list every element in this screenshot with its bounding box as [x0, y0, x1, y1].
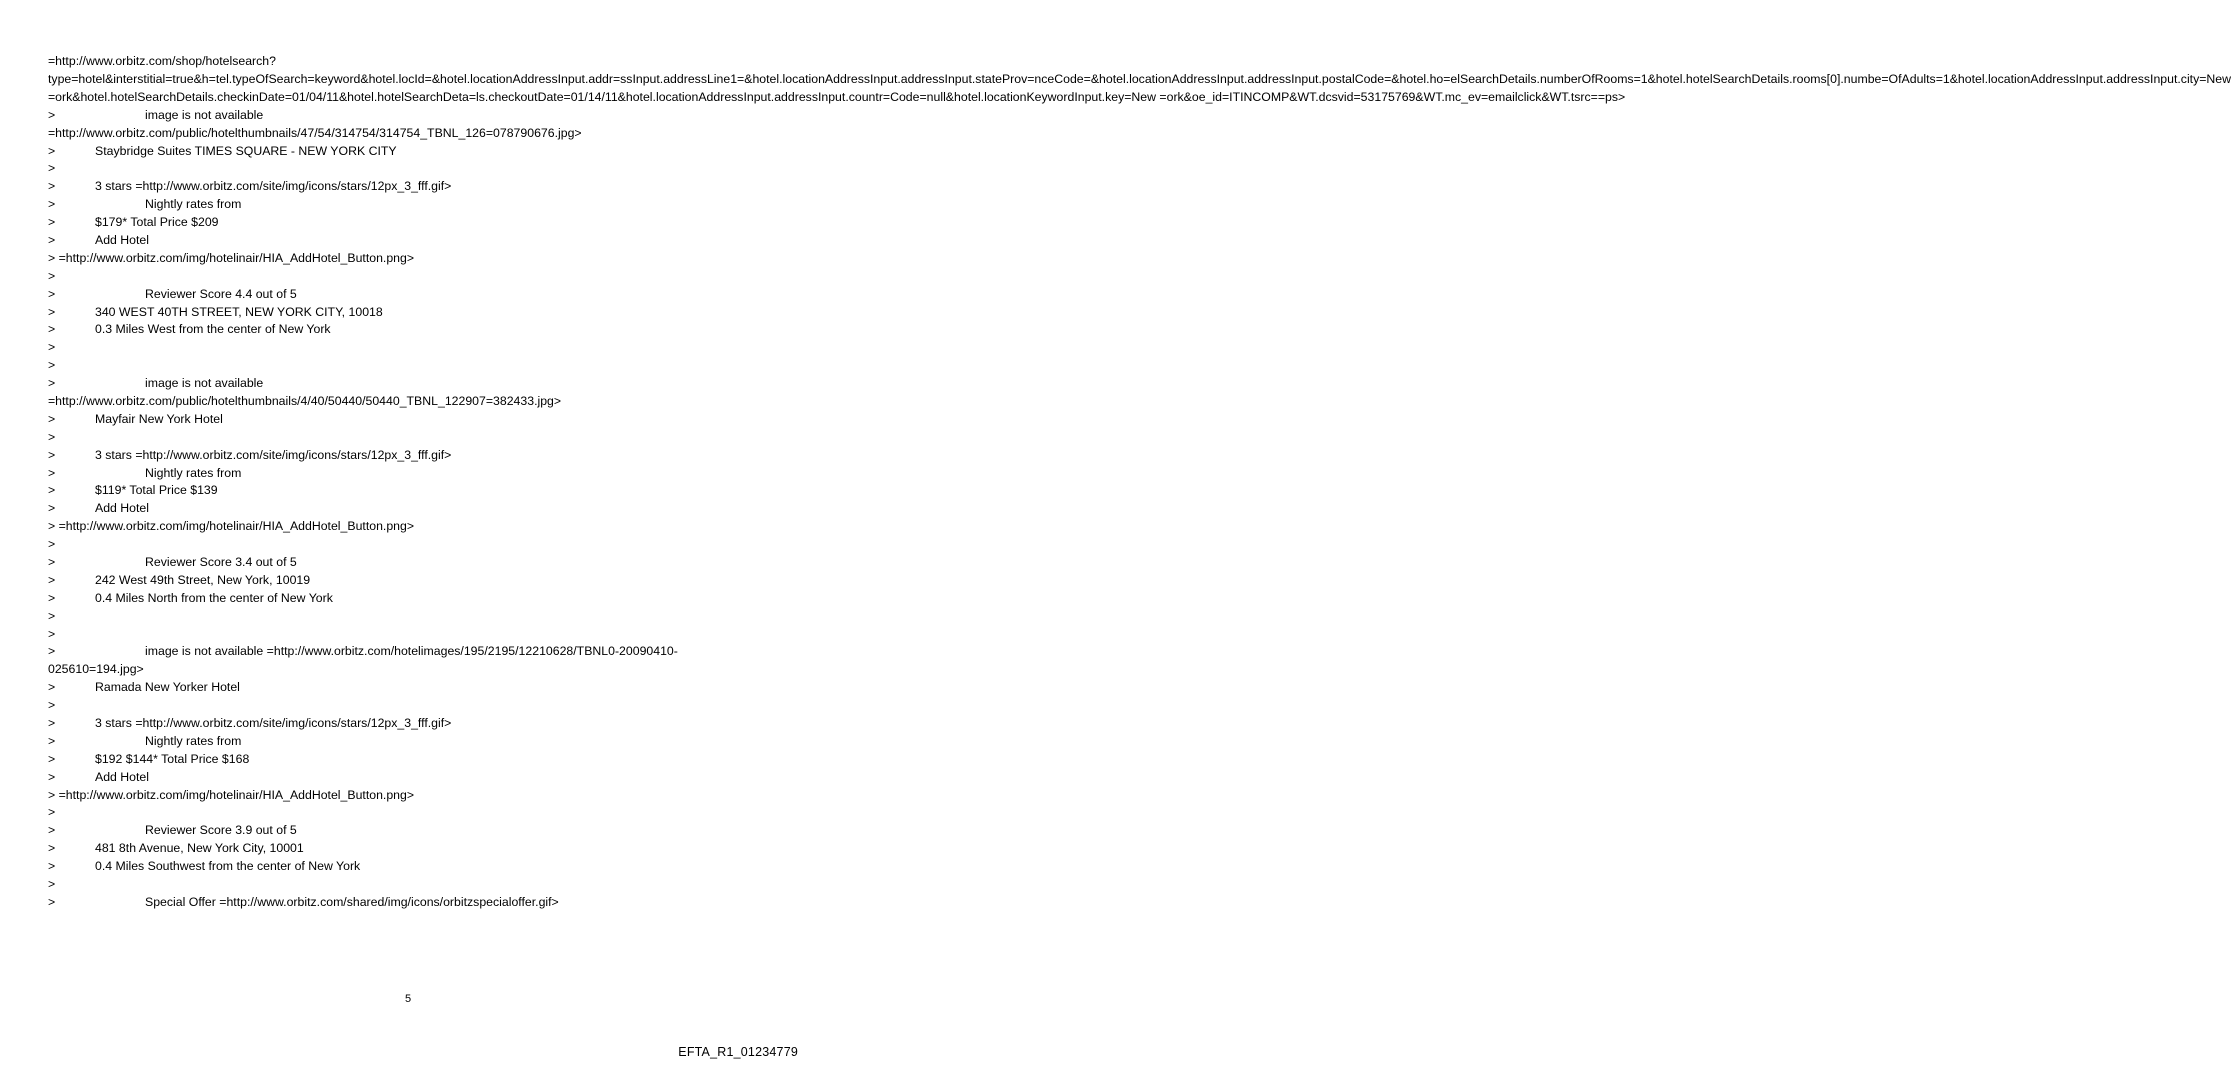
quote-marker: >	[48, 322, 56, 337]
document-line	[48, 500, 778, 518]
quote-marker: >	[48, 268, 56, 283]
document-body	[48, 53, 2231, 912]
quote-marker: >	[48, 680, 56, 695]
document-line	[48, 858, 778, 876]
quote-marker: >	[48, 894, 56, 909]
line-text: image is not available	[145, 107, 264, 122]
document-line	[48, 715, 778, 733]
quote-marker: >	[48, 769, 56, 784]
document-line	[48, 590, 778, 608]
document-line	[48, 536, 778, 554]
quote-marker: >	[48, 805, 56, 820]
line-text: Mayfair New York Hotel	[95, 411, 223, 426]
document-line	[48, 304, 778, 322]
line-text: 340 WEST 40TH STREET, NEW YORK CITY, 10018	[95, 304, 383, 319]
line-text: Reviewer Score 3.9 out of 5	[145, 823, 297, 838]
document-line	[48, 518, 778, 536]
document-line	[48, 178, 778, 196]
document-line	[48, 643, 778, 661]
document-line	[48, 679, 778, 697]
quote-marker: >	[48, 107, 56, 122]
document-line	[48, 250, 778, 268]
line-text: > =http://www.orbitz.com/img/hotelinair/HIA_AddHotel_Button.png>	[48, 250, 415, 265]
page-number: 5	[404, 993, 412, 1005]
line-text: 3 stars =http://www.orbitz.com/site/img/icons/stars/12px_3_fff.gif>	[95, 447, 452, 462]
document-line	[48, 572, 778, 590]
quote-marker: >	[48, 590, 56, 605]
document-line	[48, 411, 778, 429]
document-line	[48, 357, 778, 375]
document-line	[48, 626, 778, 644]
line-text: Nightly rates from	[145, 465, 242, 480]
document-line	[48, 339, 778, 357]
quote-marker: >	[48, 501, 56, 516]
line-text: 3 stars =http://www.orbitz.com/site/img/icons/stars/12px_3_fff.gif>	[95, 179, 452, 194]
quote-marker: >	[48, 716, 56, 730]
quote-marker: >	[48, 465, 56, 480]
line-text: Add Hotel	[95, 769, 150, 784]
quote-marker: >	[48, 483, 56, 498]
document-line	[48, 840, 778, 858]
document-line	[48, 697, 778, 715]
document-line	[48, 321, 778, 339]
quote-marker: >	[48, 304, 56, 319]
document-line	[48, 286, 778, 304]
document-line	[48, 482, 778, 500]
document-line	[48, 160, 778, 178]
quote-marker: >	[48, 358, 56, 373]
quote-marker: >	[48, 554, 56, 569]
document-line	[48, 107, 778, 125]
line-text: Staybridge Suites TIMES SQUARE - NEW YORK CITY	[95, 143, 397, 158]
quote-marker: >	[48, 179, 56, 194]
line-text: $119* Total Price $139	[95, 483, 218, 498]
line-text: 025610=194.jpg>	[48, 662, 144, 677]
quote-marker: >	[48, 447, 56, 462]
document-line	[48, 393, 778, 411]
quote-marker: >	[48, 698, 56, 713]
quote-marker: >	[48, 751, 56, 766]
quote-marker: >	[48, 340, 56, 355]
line-text: > =http://www.orbitz.com/img/hotelinair/HIA_AddHotel_Button.png>	[48, 787, 415, 802]
quote-marker: >	[48, 286, 56, 301]
line-text: Add Hotel	[95, 501, 150, 516]
quote-marker: >	[48, 197, 56, 212]
document-line	[48, 429, 778, 447]
quote-marker: >	[48, 143, 56, 158]
line-text: Reviewer Score 3.4 out of 5	[145, 554, 297, 569]
document-line	[48, 214, 778, 232]
quote-marker: >	[48, 215, 56, 230]
quote-marker: >	[48, 626, 56, 641]
document-line	[48, 894, 778, 912]
line-text: =http://www.orbitz.com/shop/hotelsearch?type=hotel&interstitial=true&h=tel.typeOfSearch=keyword&hotel.locId=&hotel.locationAddressInput.addr=ssInput.addressLine1=&hotel.locationAddressInput.addressInput.stateProv=nceCode=&hotel.locationAddressInput.addressInput.postalCode=&hotel.ho=elSearchDetails.numberOfRooms=1&hotel.hotelSearchDetails.rooms[0].numbe=OfAdults=1&hotel.locationAddressInput.addressInput.city=New =ork&hotel.hotelSearchDetails.checkinDate=01/04/11&hotel.hotelSearchDeta=ls.checkoutDate=01/14/11&hotel.locationAddressInput.addressInput.countr=Code=null&hotel.locationKeywordInput.key=New =ork&oe_id=ITINCOMP&WT.dcsvid=53175769&WT.mc_ev=emailclick&WT.tsrc==ps>	[48, 54, 2231, 104]
line-text: 3 stars =http://www.orbitz.com/site/img/icons/stars/12px_3_fff.gif>	[95, 716, 452, 730]
document-line	[48, 876, 778, 894]
document-line	[48, 268, 778, 286]
line-text: image is not available =http://www.orbitz.com/hotelimages/195/2195/12210628/TBNL0-20090410-	[145, 644, 678, 659]
document-line	[48, 769, 778, 787]
line-text: Special Offer =http://www.orbitz.com/shared/img/icons/orbitzspecialoffer.gif>	[145, 894, 559, 909]
quote-marker: >	[48, 644, 56, 659]
bates-number: EFTA_R1_01234779	[678, 1045, 798, 1059]
quote-marker: >	[48, 429, 56, 444]
line-text: 242 West 49th Street, New York, 10019	[95, 572, 311, 587]
quote-marker: >	[48, 161, 56, 176]
line-text: Ramada New Yorker Hotel	[95, 680, 240, 695]
document-line	[48, 196, 778, 214]
line-text: $179* Total Price $209	[95, 215, 219, 230]
quote-marker: >	[48, 232, 56, 247]
document-line	[48, 751, 778, 769]
document-line	[48, 554, 778, 572]
document-line	[48, 143, 778, 161]
quote-marker: >	[48, 877, 56, 892]
quote-marker: >	[48, 733, 56, 748]
document-line	[48, 822, 778, 840]
document-line	[48, 465, 778, 483]
quote-marker: >	[48, 376, 56, 391]
quote-marker: >	[48, 572, 56, 587]
quote-marker: >	[48, 823, 56, 838]
line-text: =http://www.orbitz.com/public/hotelthumbnails/47/54/314754/314754_TBNL_126=078790676.jpg>	[48, 125, 582, 140]
line-text: 0.4 Miles North from the center of New York	[95, 590, 333, 605]
document-line	[48, 375, 778, 393]
quote-marker: >	[48, 859, 56, 874]
document-line	[48, 787, 778, 805]
document-line	[48, 661, 778, 679]
line-text: Nightly rates from	[145, 197, 242, 212]
line-text: Nightly rates from	[145, 733, 242, 748]
document-line	[48, 733, 778, 751]
document-line	[48, 125, 778, 143]
quote-marker: >	[48, 411, 56, 426]
line-text: =http://www.orbitz.com/public/hotelthumbnails/4/40/50440/50440_TBNL_122907=382433.jpg>	[48, 393, 562, 408]
document-line	[48, 608, 778, 626]
line-text: 481 8th Avenue, New York City, 10001	[95, 841, 304, 856]
document-line	[48, 447, 778, 465]
line-text: Reviewer Score 4.4 out of 5	[145, 286, 297, 301]
line-text: $192 $144* Total Price $168	[95, 751, 250, 766]
document-line	[48, 53, 2231, 107]
document-line	[48, 232, 778, 250]
quote-marker: >	[48, 841, 56, 856]
line-text: 0.3 Miles West from the center of New York	[95, 322, 331, 337]
line-text: Add Hotel	[95, 232, 150, 247]
document-line	[48, 804, 778, 822]
quote-marker: >	[48, 608, 56, 623]
quote-marker: >	[48, 537, 56, 552]
line-text: image is not available	[145, 376, 264, 391]
line-text: 0.4 Miles Southwest from the center of New York	[95, 859, 361, 874]
line-text: > =http://www.orbitz.com/img/hotelinair/HIA_AddHotel_Button.png>	[48, 519, 415, 534]
